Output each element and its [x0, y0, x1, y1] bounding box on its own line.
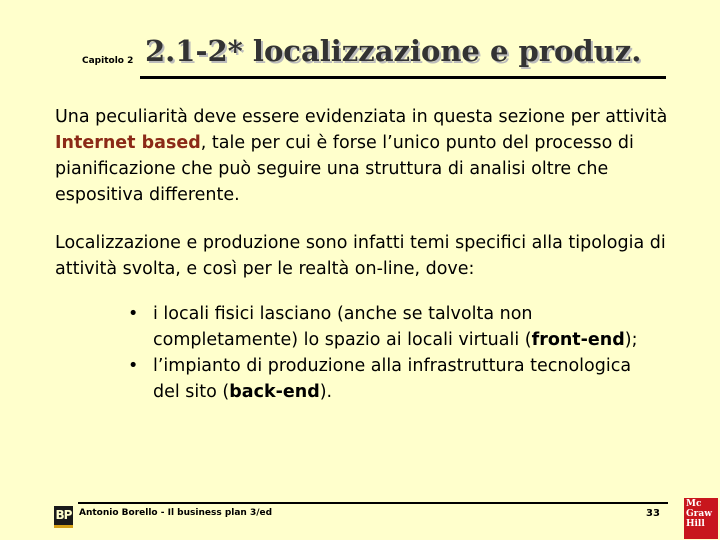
internet-based-highlight: Internet based [55, 133, 201, 153]
mcgraw-logo-line: Hill [686, 519, 705, 529]
bullet-marker: • [128, 356, 139, 376]
mcgraw-logo-line: Mc [686, 499, 702, 509]
title-divider [140, 76, 666, 79]
bullet-text-pre: i locali fisici lasciano (anche se talvolta non completamente) lo spazio ai locali virtuali ( [153, 304, 533, 350]
bullet-text-post: ); [624, 330, 638, 350]
mcgraw-hill-logo [684, 498, 718, 539]
footer-text: Antonio Borello - Il business plan 3/ed [79, 508, 273, 518]
paragraph-2: Localizzazione e produzione sono infatti temi specifici alla tipologia di attività svolta, e così per le realtà on-line, dove: [55, 233, 666, 279]
paragraph-1-pre: Una peculiarità deve essere evidenziata in questa sezione per attività [55, 107, 668, 127]
bullet-text-post: ). [319, 382, 333, 402]
paragraph-1-post: , tale per cui è forse l’unico punto del processo di pianificazione che può seguire una struttura di analisi oltre che espositiva differente. [55, 133, 634, 205]
bp-logo-underline [54, 525, 73, 528]
footer-divider [78, 502, 668, 504]
slide-title: 2.1-2* localizzazione e produz. [145, 34, 642, 68]
page-number: 33 [646, 508, 660, 519]
paragraph-1 [55, 104, 675, 208]
bullet-list [128, 301, 648, 405]
mcgraw-logo-line: Graw [686, 509, 713, 519]
chapter-label: Capitolo 2 [82, 56, 134, 66]
list-item [128, 301, 648, 353]
bullet-text-pre: l’impianto di produzione alla infrastruttura tecnologica del sito ( [153, 356, 632, 402]
bullet-marker: • [128, 304, 139, 324]
back-end-term: back-end [229, 382, 320, 402]
front-end-term: front-end [531, 330, 625, 350]
bp-logo-text: BP [55, 508, 72, 522]
list-item [128, 353, 648, 405]
bp-logo [54, 506, 73, 525]
